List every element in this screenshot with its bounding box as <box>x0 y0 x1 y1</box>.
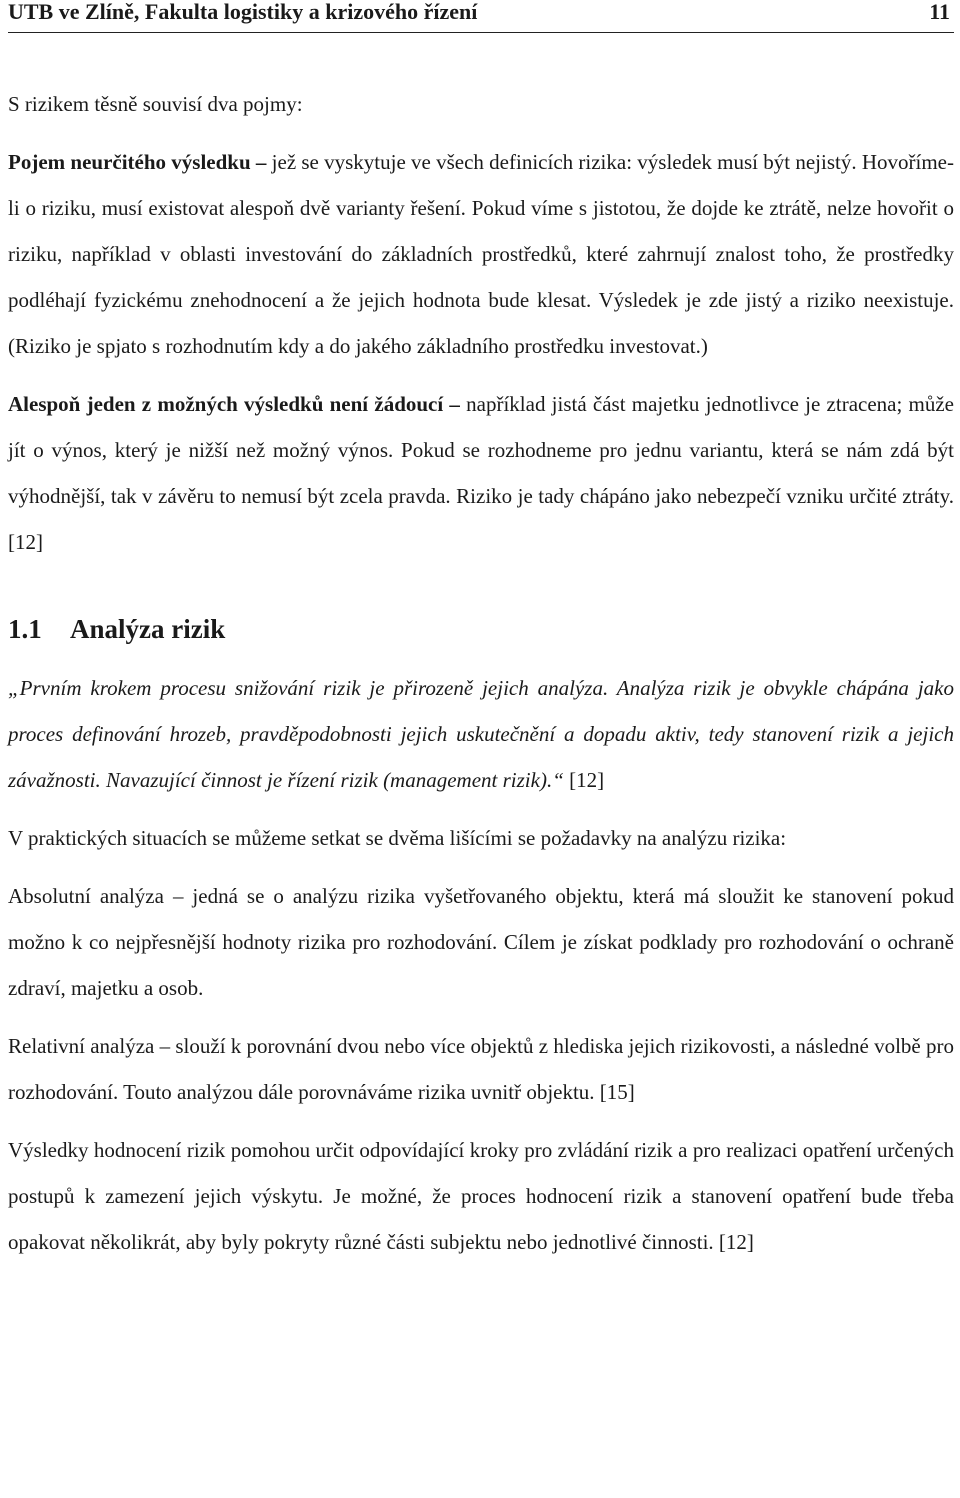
quote-reference: [12] <box>563 768 605 792</box>
page-number: 11 <box>929 0 950 24</box>
quote-text: „Prvním krokem procesu snižování rizik je přirozeně jejich analýza. Analýza rizik je obvykle chápána jako proces definování hrozeb, pravděpodobnosti jejich uskutečnění a dopadu aktiv, tedy stanovení rizik a jejich závažnosti. Navazující činnost je řízení rizik (management rizik).“ <box>8 676 954 792</box>
document-page <box>8 0 954 1265</box>
quote-paragraph <box>8 665 954 803</box>
paragraph-risk-results: Výsledky hodnocení rizik pomohou určit odpovídající kroky pro zvládání rizik a pro realizaci opatření určených postupů k zamezení jejich výskytu. Je možné, že proces hodnocení rizik a stanovení opatření bude třeba opakovat několikrát, aby byly pokryty různé části subjektu nebo jednotlivé činnosti. [12] <box>8 1138 954 1254</box>
intro-paragraph: S rizikem těsně souvisí dva pojmy: <box>8 92 303 116</box>
term-uncertain-outcome: Pojem neurčitého výsledku – <box>8 150 267 174</box>
paragraph-relative-analysis: Relativní analýza – slouží k porovnání dvou nebo více objektů z hlediska jejich rizikovosti, a následné volbě pro rozhodování. Touto analýzou dále porovnáváme rizika uvnitř objektu. [15] <box>8 1034 954 1104</box>
header-title: UTB ve Zlíně, Fakulta logistiky a krizového řízení <box>8 0 478 24</box>
paragraph-undesired-outcome <box>8 381 954 565</box>
paragraph-text: například jistá část majetku jednotlivce je ztracena; může jít o výnos, který je nižší než možný výnos. Pokud se rozhodneme pro jednu variantu, která se nám zdá být výhodnější, tak v závěru to nemusí být zcela pravda. Riziko je tady chápáno jako nebezpečí vzniku určité ztráty. [12] <box>8 392 955 554</box>
paragraph-absolute-analysis: Absolutní analýza – jedná se o analýzu rizika vyšetřovaného objektu, která má sloužit ke stanovení pokud možno k co nejpřesnější hodnoty rizika pro rozhodování. Cílem je získat podklady pro rozhodování o ochraně zdraví, majetku a osob. <box>8 884 954 1000</box>
paragraph-analysis-requirements: V praktických situacích se můžeme setkat se dvěma lišícími se požadavky na analýzu rizika: <box>8 826 787 850</box>
term-undesired-outcome: Alespoň jeden z možných výsledků není žádoucí – <box>8 392 460 416</box>
paragraph-text: jež se vyskytuje ve všech definicích rizika: výsledek musí být nejistý. Hovoříme-li o riziku, musí existovat alespoň dvě varianty řešení. Pokud víme s jistotou, že dojde ke ztrátě, nelze hovořit o riziku, například v oblasti investování do základních prostředků, které zahrnují znalost toho, že prostředky podléhají fyzickému znehodnocení a že jejich hodnota bude klesat. Výsledek je zde jistý a riziko neexistuje. (Riziko je spjato s rozhodnutím kdy a do jakého základního prostředku investovat.) <box>8 150 954 358</box>
section-title: Analýza rizik <box>70 614 226 644</box>
running-header <box>8 0 954 33</box>
section-heading <box>8 605 954 653</box>
section-number: 1.1 <box>8 614 42 644</box>
paragraph-uncertain-outcome <box>8 139 954 369</box>
